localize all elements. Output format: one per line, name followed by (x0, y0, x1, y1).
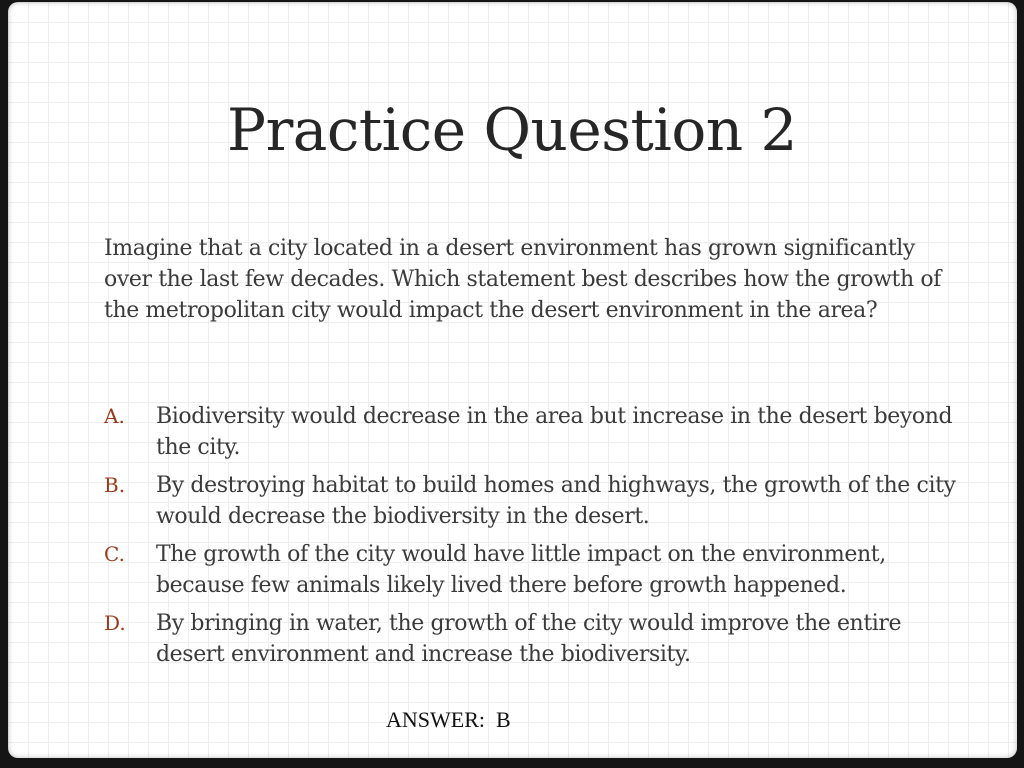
choice-b (104, 470, 964, 532)
choice-text: By bringing in water, the growth of the city would improve the entire desert environment and increase the biodiversity. (156, 611, 902, 667)
choice-letter: A. (104, 404, 125, 428)
choice-text: The growth of the city would have little impact on the environment, because few animals likely lived there before growth happened. (156, 542, 886, 598)
answer-text: ANSWER: B (386, 707, 511, 732)
question-text: Imagine that a city located in a desert environment has grown significantly over the last few decades. Which statement best describes how the growth of the metropolitan city would impact the desert environment in the area? (104, 236, 941, 323)
choice-c (104, 539, 964, 601)
choice-a (104, 401, 964, 463)
choice-letter: C. (104, 542, 125, 566)
slide-title: Practice Question 2 (227, 96, 797, 164)
choice-letter: B. (104, 473, 126, 497)
choice-letter: D. (104, 611, 126, 635)
choice-text: Biodiversity would decrease in the area but increase in the desert beyond the city. (156, 404, 953, 460)
answer-choices-list (104, 401, 964, 677)
choice-text: By destroying habitat to build homes and highways, the growth of the city would decrease the biodiversity in the desert. (156, 473, 956, 529)
choice-d (104, 608, 964, 670)
